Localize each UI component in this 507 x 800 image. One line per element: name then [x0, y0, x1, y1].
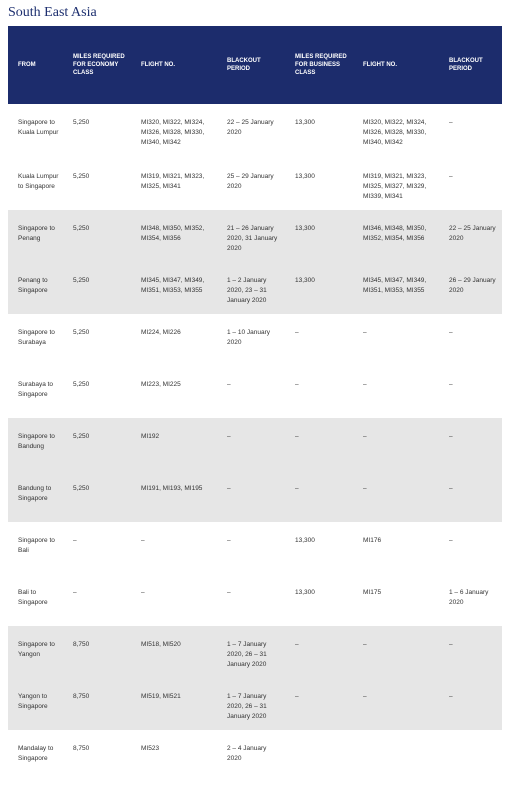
header-business-miles: MILES REQUIRED FOR BUSINESS CLASS: [285, 26, 353, 104]
cell-business-blackout: 22 – 25 January 2020: [439, 210, 502, 262]
cell-economy-miles: –: [63, 522, 131, 574]
cell-economy-miles: 5,250: [63, 366, 131, 418]
cell-from: Singapore to Surabaya: [8, 314, 63, 366]
header-from: FROM: [8, 26, 63, 104]
table-row: [8, 470, 502, 522]
table-header-row: [8, 26, 502, 104]
cell-business-blackout: –: [439, 366, 502, 418]
cell-business-miles: 13,300: [285, 522, 353, 574]
cell-economy-flight-no: MI519, MI521: [131, 678, 217, 730]
cell-economy-blackout: –: [217, 418, 285, 470]
cell-economy-miles: 5,250: [63, 104, 131, 158]
table-row: [8, 522, 502, 574]
table-row: [8, 262, 502, 314]
cell-business-miles: –: [285, 626, 353, 678]
header-business-flight-no: FLIGHT NO.: [353, 26, 439, 104]
header-economy-blackout: BLACKOUT PERIOD: [217, 26, 285, 104]
cell-business-miles: 13,300: [285, 104, 353, 158]
cell-business-flight-no: –: [353, 366, 439, 418]
cell-economy-flight-no: MI348, MI350, MI352, MI354, MI356: [131, 210, 217, 262]
cell-business-flight-no: MI176: [353, 522, 439, 574]
cell-economy-miles: 5,250: [63, 210, 131, 262]
cell-business-flight-no: –: [353, 470, 439, 522]
cell-economy-flight-no: MI191, MI193, MI195: [131, 470, 217, 522]
page-title: South East Asia: [8, 5, 97, 20]
cell-economy-flight-no: MI320, MI322, MI324, MI326, MI328, MI330, MI340, MI342: [131, 104, 217, 158]
cell-from: Bandung to Singapore: [8, 470, 63, 522]
cell-economy-miles: 5,250: [63, 158, 131, 210]
cell-from: Singapore to Bali: [8, 522, 63, 574]
cell-business-blackout: [439, 730, 502, 782]
cell-business-miles: –: [285, 678, 353, 730]
table-row: [8, 210, 502, 262]
cell-economy-blackout: 22 – 25 January 2020: [217, 104, 285, 158]
cell-business-blackout: 1 – 6 January 2020: [439, 574, 502, 626]
cell-from: Bali to Singapore: [8, 574, 63, 626]
cell-economy-flight-no: –: [131, 522, 217, 574]
cell-business-miles: 13,300: [285, 262, 353, 314]
cell-business-flight-no: MI346, MI348, MI350, MI352, MI354, MI356: [353, 210, 439, 262]
cell-business-flight-no: –: [353, 678, 439, 730]
cell-business-miles: –: [285, 418, 353, 470]
cell-business-flight-no: –: [353, 314, 439, 366]
table-row: [8, 626, 502, 678]
cell-economy-blackout: 25 – 29 January 2020: [217, 158, 285, 210]
cell-economy-miles: –: [63, 574, 131, 626]
cell-business-flight-no: –: [353, 418, 439, 470]
cell-economy-blackout: –: [217, 366, 285, 418]
cell-business-miles: 13,300: [285, 210, 353, 262]
cell-economy-miles: 5,250: [63, 314, 131, 366]
cell-economy-flight-no: MI345, MI347, MI349, MI351, MI353, MI355: [131, 262, 217, 314]
cell-economy-flight-no: MI224, MI226: [131, 314, 217, 366]
cell-business-blackout: 26 – 29 January 2020: [439, 262, 502, 314]
cell-economy-blackout: –: [217, 574, 285, 626]
cell-economy-blackout: 1 – 10 January 2020: [217, 314, 285, 366]
table-row: [8, 314, 502, 366]
cell-business-blackout: –: [439, 522, 502, 574]
cell-economy-blackout: –: [217, 522, 285, 574]
cell-economy-blackout: 1 – 7 January 2020, 26 – 31 January 2020: [217, 626, 285, 678]
cell-business-miles: –: [285, 366, 353, 418]
cell-from: Kuala Lumpur to Singapore: [8, 158, 63, 210]
header-economy-flight-no: FLIGHT NO.: [131, 26, 217, 104]
cell-economy-flight-no: –: [131, 574, 217, 626]
cell-business-blackout: –: [439, 470, 502, 522]
cell-business-miles: 13,300: [285, 574, 353, 626]
cell-business-blackout: –: [439, 314, 502, 366]
cell-economy-miles: 5,250: [63, 262, 131, 314]
table-row: [8, 730, 502, 782]
cell-business-blackout: –: [439, 678, 502, 730]
cell-economy-flight-no: MI518, MI520: [131, 626, 217, 678]
table-row: [8, 678, 502, 730]
cell-business-flight-no: MI320, MI322, MI324, MI326, MI328, MI330, MI340, MI342: [353, 104, 439, 158]
table-row: [8, 418, 502, 470]
cell-economy-blackout: 21 – 26 January 2020, 31 January 2020: [217, 210, 285, 262]
cell-economy-flight-no: MI523: [131, 730, 217, 782]
cell-from: Mandalay to Singapore: [8, 730, 63, 782]
cell-economy-miles: 5,250: [63, 418, 131, 470]
cell-economy-miles: 8,750: [63, 678, 131, 730]
cell-economy-blackout: 2 – 4 January 2020: [217, 730, 285, 782]
cell-business-flight-no: [353, 730, 439, 782]
header-business-blackout: BLACKOUT PERIOD: [439, 26, 502, 104]
cell-from: Singapore to Kuala Lumpur: [8, 104, 63, 158]
cell-economy-miles: 8,750: [63, 626, 131, 678]
cell-business-flight-no: –: [353, 626, 439, 678]
cell-economy-flight-no: MI223, MI225: [131, 366, 217, 418]
cell-business-blackout: –: [439, 418, 502, 470]
cell-economy-miles: 8,750: [63, 730, 131, 782]
table-row: [8, 104, 502, 158]
table-row: [8, 574, 502, 626]
table-row: [8, 158, 502, 210]
cell-business-miles: [285, 730, 353, 782]
award-miles-table: [8, 26, 502, 782]
cell-economy-flight-no: MI319, MI321, MI323, MI325, MI341: [131, 158, 217, 210]
cell-from: Singapore to Bandung: [8, 418, 63, 470]
cell-economy-flight-no: MI192: [131, 418, 217, 470]
cell-business-blackout: –: [439, 158, 502, 210]
cell-from: Singapore to Penang: [8, 210, 63, 262]
cell-economy-blackout: –: [217, 470, 285, 522]
cell-from: Singapore to Yangon: [8, 626, 63, 678]
cell-business-blackout: –: [439, 626, 502, 678]
table-row: [8, 366, 502, 418]
cell-economy-blackout: 1 – 7 January 2020, 26 – 31 January 2020: [217, 678, 285, 730]
cell-business-miles: 13,300: [285, 158, 353, 210]
cell-from: Surabaya to Singapore: [8, 366, 63, 418]
cell-from: Penang to Singapore: [8, 262, 63, 314]
cell-business-miles: –: [285, 470, 353, 522]
cell-business-flight-no: MI175: [353, 574, 439, 626]
header-economy-miles: MILES REQUIRED FOR ECONOMY CLASS: [63, 26, 131, 104]
cell-from: Yangon to Singapore: [8, 678, 63, 730]
cell-business-blackout: –: [439, 104, 502, 158]
cell-economy-miles: 5,250: [63, 470, 131, 522]
cell-business-flight-no: MI345, MI347, MI349, MI351, MI353, MI355: [353, 262, 439, 314]
cell-business-flight-no: MI319, MI321, MI323, MI325, MI327, MI329, MI339, MI341: [353, 158, 439, 210]
cell-economy-blackout: 1 – 2 January 2020, 23 – 31 January 2020: [217, 262, 285, 314]
cell-business-miles: –: [285, 314, 353, 366]
